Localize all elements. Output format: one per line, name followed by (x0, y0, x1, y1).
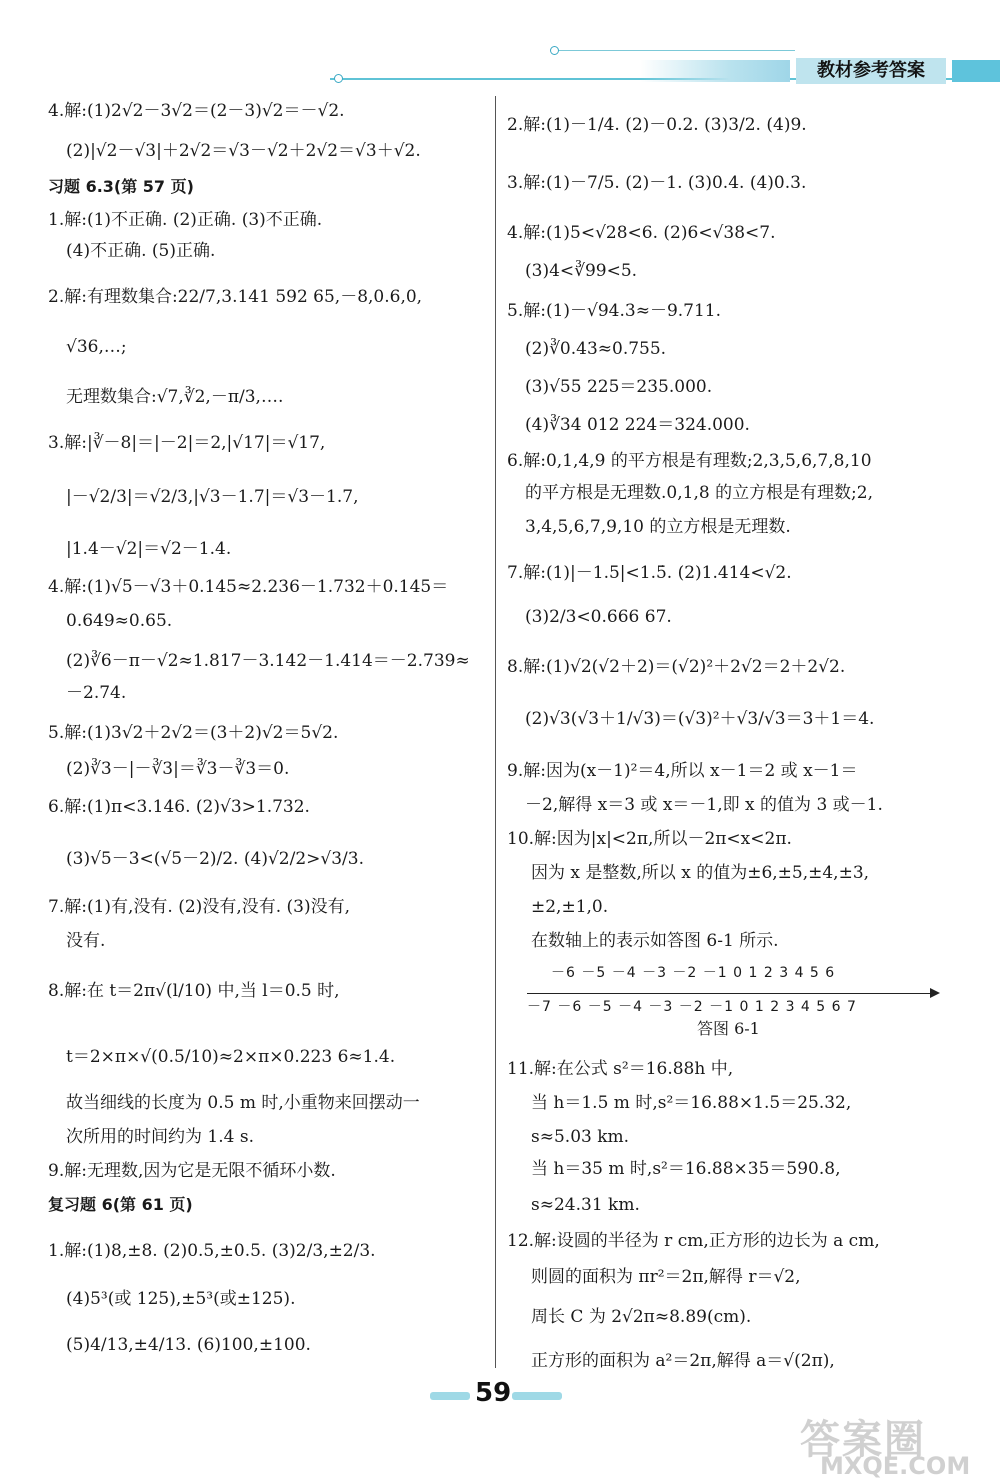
answer-line: 7.解:(1)有,没有. (2)没有,没有. (3)没有, (48, 897, 351, 917)
answer-line: 7.解:(1)|－1.5|<1.5̇. (2)1.414<√2. (507, 563, 792, 583)
answer-line: 5.解:(1)3√2＋2√2＝(3＋2)√2＝5√2. (48, 723, 339, 743)
answer-line: 当 h＝1.5 m 时,s²＝16.88×1.5＝25.32, (531, 1093, 852, 1113)
answer-line: 次所用的时间约为 1.4 s. (66, 1127, 254, 1147)
answer-line: (3)4<∛99<5. (525, 261, 638, 281)
answer-line: 3.解:(1)－7/5. (2)－1. (3)0.4. (4)0.3. (507, 173, 807, 193)
number-line-axis-labels: －7 －6 －5 －4 －3 －2 －1 0 1 2 3 4 5 6 7 (527, 999, 857, 1015)
column-divider (495, 96, 496, 1368)
answer-line: 12.解:设圆的半径为 r cm,正方形的边长为 a cm, (507, 1231, 880, 1251)
answer-line: 故当细线的长度为 0.5 m 时,小重物来回摆动一 (66, 1093, 420, 1113)
section-title: 复习题 6(第 61 页) (48, 1195, 193, 1214)
answer-line: 无理数集合:√7,∛2,－π/3,…. (66, 387, 284, 407)
answer-line: |－√2/3|＝√2/3,|√3－1.7|＝√3－1.7, (66, 487, 359, 507)
answer-line: (5)4/13,±4/13. (6)100,±100. (66, 1335, 311, 1355)
answer-line: 10.解:因为|x|<2π,所以－2π<x<2π. (507, 829, 792, 849)
header-dot-icon (334, 74, 343, 83)
answer-line: 因为 x 是整数,所以 x 的值为±6,±5,±4,±3, (531, 863, 870, 883)
answer-line: (4)不正确. (5)正确. (66, 241, 216, 261)
header-title: 教材参考答案 (796, 58, 946, 84)
answer-line: 当 h＝35 m 时,s²＝16.88×35＝590.8, (531, 1159, 841, 1179)
answer-line: (4)∛34 012 224＝324.000. (525, 415, 750, 435)
answer-line: 0.649≈0.65. (66, 611, 173, 631)
footer-decoration-left (430, 1392, 470, 1400)
answer-line: 9.解:因为(x－1)²＝4,所以 x－1＝2 或 x－1＝ (507, 761, 858, 781)
answer-line: (3)√5－3<(√5－2)/2. (4)√2/2>√3/3. (66, 849, 364, 869)
answer-line: 正方形的面积为 a²＝2π,解得 a＝√(2π), (531, 1351, 835, 1371)
answer-line: 1.解:(1)不正确. (2)正确. (3)不正确. (48, 210, 323, 230)
answer-line: 6.解:(1)π<3.146. (2)√3>1.732. (48, 797, 310, 817)
answer-line: 3.解:|∛－8|＝|－2|＝2,|√17|＝√17, (48, 433, 326, 453)
answer-line: (2)|√2－√3|＋2√2＝√3－√2＋2√2＝√3＋√2. (66, 141, 421, 161)
figure-caption: 答图 6-1 (697, 1019, 760, 1038)
answer-line: 11.解:在公式 s²＝16.88h 中, (507, 1059, 734, 1079)
answer-line: 5.解:(1)－√94.3≈－9.711. (507, 301, 722, 321)
answer-line: 在数轴上的表示如答图 6-1 所示. (531, 931, 779, 951)
answer-line: s≈5.03 km. (531, 1127, 630, 1147)
header-tab (952, 60, 1000, 82)
section-title: 习题 6.3(第 57 页) (48, 177, 194, 196)
page-number: 59 (475, 1378, 512, 1408)
number-line-axis (527, 993, 932, 994)
answer-line: ±2,±1,0. (531, 897, 609, 917)
answer-line: 1.解:(1)8,±8. (2)0.5,±0.5. (3)2/3,±2/3. (48, 1241, 376, 1261)
header-band (640, 60, 790, 82)
answer-line: 8.解:(1)√2(√2＋2)＝(√2)²＋2√2＝2＋2√2. (507, 657, 846, 677)
answer-line: 8.解:在 t＝2π√(l/10) 中,当 l＝0.5 时, (48, 981, 340, 1001)
answer-line: (2)∛0.43≈0.755. (525, 339, 667, 359)
number-line-figure (527, 962, 947, 1038)
answer-line: 的平方根是无理数.0,1,8 的立方根是有理数;2, (525, 483, 874, 503)
answer-line: (3)2/3<0.666 67. (525, 607, 672, 627)
answer-line: 没有. (66, 931, 106, 951)
answer-line: 2.解:有理数集合:22/7,3.141 592 65,－8,0.6,0, (48, 287, 423, 307)
page-footer (430, 1378, 590, 1414)
header-rule-top (555, 50, 795, 51)
watermark-logo (800, 1408, 1000, 1481)
footer-decoration-right (512, 1392, 562, 1400)
answer-line: s≈24.31 km. (531, 1195, 640, 1215)
answer-line: (2)√3(√3＋1/√3)＝(√3)²＋√3/√3＝3＋1＝4. (525, 709, 875, 729)
answer-line: 则圆的面积为 πr²＝2π,解得 r＝√2, (531, 1267, 801, 1287)
answer-line: 3,4,5,6,7,9,10 的立方根是无理数. (525, 517, 791, 537)
answer-line: |1.4－√2|＝√2－1.4. (66, 539, 232, 559)
answer-line: 4.解:(1)5<√28<6. (2)6<√38<7. (507, 223, 776, 243)
answer-line: －2.74. (66, 683, 127, 703)
answer-line: 6.解:0,1,4,9 的平方根是有理数;2,3,5,6,7,8,10 (507, 451, 872, 471)
answer-line: √36,…; (66, 337, 127, 357)
answer-line: (3)√55 225＝235.000. (525, 377, 713, 397)
answer-line: 4.解:(1)√5－√3＋0.145≈2.236－1.732＋0.145＝ (48, 577, 449, 597)
answer-line: 周长 C 为 2√2π≈8.89(cm). (531, 1307, 752, 1327)
answer-line: 2.解:(1)－1/4. (2)－0.2. (3)3/2. (4)9. (507, 115, 807, 135)
watermark-text: 答案圈 (800, 1417, 926, 1463)
answer-line: (2)∛6－π－√2≈1.817－3.142－1.414＝－2.739≈ (66, 651, 470, 671)
answer-line: －2,解得 x＝3 或 x＝－1,即 x 的值为 3 或－1. (525, 795, 883, 815)
answer-line: 9.解:无理数,因为它是无限不循环小数. (48, 1161, 336, 1181)
answer-line: t＝2×π×√(0.5/10)≈2×π×0.223 6≈1.4. (66, 1047, 396, 1067)
number-line-marked-labels: －6 －5 －4 －3 －2 －1 0 1 2 3 4 5 6 (551, 965, 836, 981)
watermark-url: MXQE.COM (820, 1452, 971, 1480)
arrow-right-icon (930, 988, 940, 998)
header-dot-icon (550, 46, 559, 55)
answer-line: (2)∛3－|－∛3|＝∛3－∛3＝0. (66, 759, 290, 779)
answer-line: (4)5³(或 125),±5³(或±125). (66, 1289, 296, 1309)
answer-line: 4.解:(1)2√2－3√2＝(2－3)√2＝－√2. (48, 101, 345, 121)
